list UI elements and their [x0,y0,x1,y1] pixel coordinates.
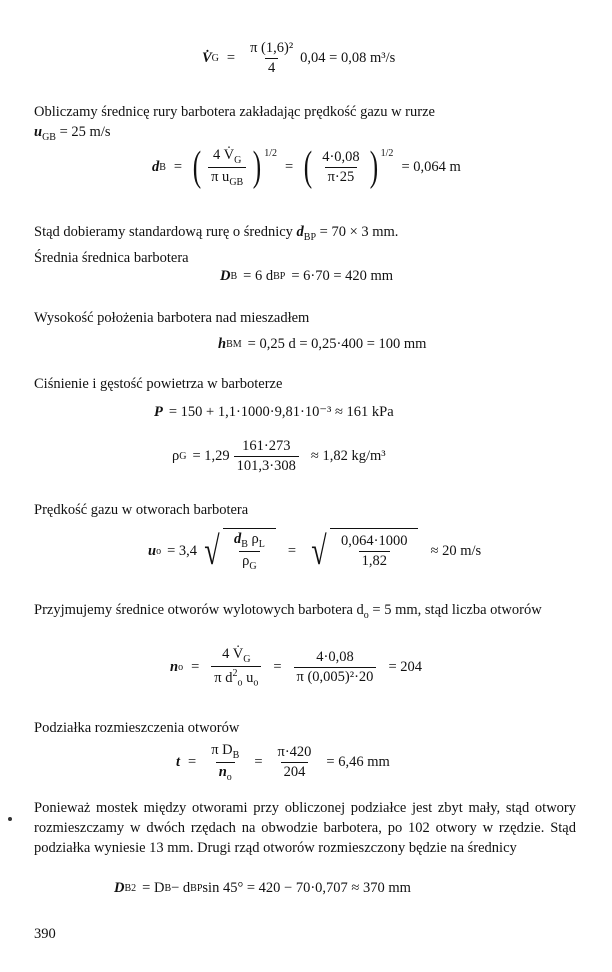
p7-sub: o [363,609,369,621]
paragraph-outlet-holes [34,600,576,626]
eq2-rparen: ) [253,144,262,190]
p2-rest: = 70 × 3 mm. [319,224,399,240]
eq8-rest: = 204 [388,658,422,675]
eq2-frac2 [319,149,362,186]
eq10-rest2-sub: BP [190,883,203,894]
p7-rest: = 5 mm, stąd liczba otworów [368,602,542,618]
eq8-lhs: n [170,658,179,675]
eq4-lhs: h [218,336,227,352]
eq6-sub: G [179,451,187,462]
eq10-rest2: − d [171,880,191,896]
eq4-rest: = 0,25 d = 0,25·400 = 100 mm [247,336,427,352]
eq10-rest-sub: B [164,883,172,894]
eq8-eq1: = [191,658,200,675]
eq7-eq: = [287,542,297,559]
eq5-rest: = 150 + 1,1·1000·9,81·10⁻³ ≈ 161 kPa [168,404,394,420]
eq2-den1: π $u_{GB}$ [208,167,246,188]
eq6-frac [234,438,299,475]
equation-pipe-diameter [152,146,461,188]
eq2-sub: B [159,161,166,173]
paragraph-pipe-diameter [34,102,576,148]
eq2-eq1: = [173,158,183,175]
eq8-frac2: $\frac{4\cdot 0,08}{\text{π (0,005)²·20}}$ [294,649,377,686]
equation-hole-count [170,646,422,689]
p1-var-sub: GB [42,131,56,143]
equation-density [172,438,386,475]
eq7-pre: = 3,4 [167,542,198,559]
eq5-lhs: P [154,404,163,420]
eq9-frac1: $\frac{\pi D_B}{n_o}$ [211,742,240,783]
eq2-exp1: 1/2 [264,148,277,159]
eq8-frac1: $\frac{4 V̇_G}{\pi d^2_o u_o}$ [211,646,261,689]
eq7-frac1: $\frac{d_B \rho_L}{\rho_G}$ [233,531,265,572]
eq2-lparen2: ( [303,144,313,190]
eq7-lhs: u [148,542,157,559]
eq6-lhs: ρ [172,448,180,464]
equation-mean-diameter [220,268,393,285]
eq6-rest: ≈ 1,82 kg/m³ [310,448,386,464]
paragraph-gas-velocity [34,500,576,520]
p7-text: Przyjmujemy średnice otworów wylotowych barbotera d [34,602,364,618]
eq3-lhs: D [220,268,231,284]
eq9-eq1: = [188,753,197,770]
equation-height [218,336,426,353]
eq1-sub: G [211,53,219,64]
eq2-exp2: 1/2 [380,148,394,159]
eq2-den2: π·25 [325,167,358,186]
eq1-fraction [247,40,296,77]
eq2-num2: 4·0,08 [322,148,360,165]
p2-var: d [296,224,304,240]
p1-text: Obliczamy średnicę rury barbotera zakładając prędkość gazu w rurze [34,104,435,120]
eq7-frac2: $\frac{0,064\cdot 1000}{1,82}$ [341,533,408,569]
p4-text: Wysokość położenia barbotera nad mieszadłem [34,310,310,326]
paragraph-height [34,308,576,328]
paragraph-pitch [34,718,576,738]
eq3-rest: = 6·70 = 420 mm [291,268,394,284]
eq9-rest: = 6,46 mm [326,753,390,770]
p2-text: Stąd dobieramy standardową rurę o średnicy [34,224,293,240]
eq7-sub: o [156,545,162,557]
eq4-sub: BM [226,339,242,350]
equation-pressure [154,404,394,421]
eq3-mid-sub: BP [273,271,286,282]
p9-text: Ponieważ mostek między otworami przy obliczonej podziałce jest zbyt mały, stąd otwory rozmieszczamy w dwóch rzędach na obwodzie barbotera, po 102 otwory w rzędzie. Stąd podziałka wyniesie 13 mm. Drugi rząd otworów rozmieszczony będzie na średnicy [34,800,576,856]
eq1-lhs: V̇ [202,50,212,66]
eq2-num1: 4 $V̇_G$ [213,146,242,166]
eq2-lhs: d [152,158,160,175]
eq7-sqrt1: √ $\frac{d_B \rho_L}{\rho_G}$ [201,528,276,574]
equation-gas-velocity [148,528,481,574]
p5-text: Ciśnienie i gęstość powietrza w barboterze [34,376,283,392]
equation-gas-flow [202,40,395,77]
paragraph-two-rows [34,798,576,858]
margin-mark [8,817,12,821]
eq10-rest3: sin 45° = 420 − 70·0,707 ≈ 370 mm [202,880,411,896]
eq9-eq2: = [254,753,263,770]
p3-text: Średnia średnica barbotera [34,249,189,266]
eq3-sub: B [230,271,238,282]
equation-second-row [114,880,411,897]
p1-rest: = 25 m/s [55,124,111,140]
eq2-eq2: = [285,158,294,175]
eq10-sub: B2 [124,883,137,894]
equation-pitch [176,742,390,783]
page-number: 390 [34,926,56,942]
eq6-num: 161·273 [242,438,291,454]
eq10-rest: = D [142,880,165,896]
p8-text: Podziałka rozmieszczenia otworów [34,720,240,736]
paragraph-pressure [34,374,576,394]
eq2-frac1 [208,147,246,188]
paragraph-standard-pipe [34,222,576,268]
eq2-result: = 0,064 m [401,158,461,175]
p2-sub: BP [303,231,317,243]
eq2-rparen2: ) [369,144,378,190]
eq1-equals: = [226,50,236,66]
eq6-pre: = 1,29 [192,448,230,464]
eq8-sub: o [178,661,184,673]
eq10-lhs: D [114,880,125,896]
eq9-lhs: t [176,753,181,770]
p1-var: u [34,124,43,140]
eq7-sqrt2: √ $\frac{0,064\cdot 1000}{1,82}$ [308,528,418,574]
eq9-frac2: $\frac{\pi\cdot 420}{204}$ [277,743,312,780]
eq8-eq2: = [273,658,282,675]
eq7-rest: ≈ 20 m/s [430,542,482,559]
p6-text: Prędkość gazu w otworach barbotera [34,502,249,518]
eq1-result: 0,04 = 0,08 m³/s [300,50,396,66]
eq1-den: 4 [265,58,278,77]
eq3-mid: = 6 d [243,268,274,284]
eq1-num: π (1,6)² [250,40,294,56]
eq6-den: 101,3·308 [234,456,299,475]
eq2-lparen: ( [192,144,202,190]
